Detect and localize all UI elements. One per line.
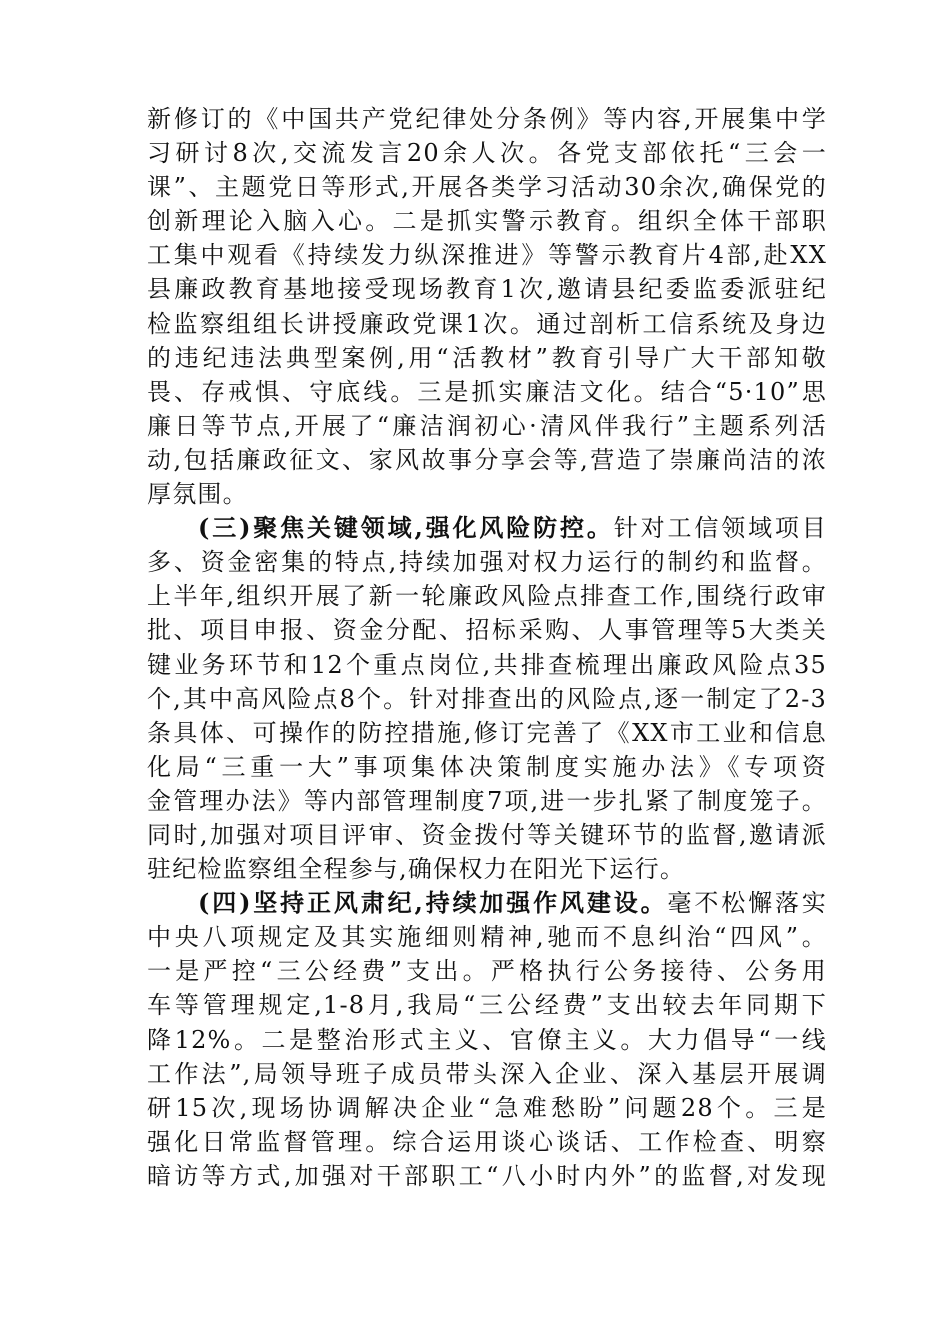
line-text: 金管理办法》等内部管理制度7项,进一步扎紧了制度笼子。	[147, 786, 827, 815]
line-text: 毫不松懈落实	[667, 889, 828, 918]
text-line	[147, 443, 827, 477]
line-text: 上半年,组织开展了新一轮廉政风险点排查工作,围绕行政审	[147, 582, 827, 611]
section-heading: (三)聚焦关键领域,强化风险防控。	[198, 513, 614, 543]
line-text: 课”、主题党日等形式,开展各类学习活动30余次,确保党的	[147, 173, 827, 202]
line-text: 中央八项规定及其实施细则精神,驰而不息纠治“四风”。	[147, 923, 827, 952]
line-text: 批、项目申报、资金分配、招标采购、人事管理等5大类关	[147, 616, 827, 645]
text-line	[147, 102, 827, 136]
text-line	[147, 170, 827, 204]
line-text: 工作法”,局领导班子成员带头深入企业、深入基层开展调	[147, 1059, 827, 1088]
text-line	[147, 477, 827, 511]
text-line	[147, 375, 827, 409]
section-heading-line	[147, 511, 827, 545]
text-line	[147, 613, 827, 647]
text-line	[147, 852, 827, 886]
text-line	[147, 307, 827, 341]
text-line	[147, 648, 827, 682]
line-text: 一是严控“三公经费”支出。严格执行公务接待、公务用	[147, 957, 827, 986]
text-line	[147, 682, 827, 716]
line-text: 个,其中高风险点8个。针对排查出的风险点,逐一制定了2-3	[147, 684, 827, 713]
line-text: 强化日常监督管理。综合运用谈心谈话、工作检查、明察	[147, 1127, 827, 1156]
line-text: 针对工信领域项目	[613, 514, 827, 543]
line-text: 研15次,现场协调解决企业“急难愁盼”问题28个。三是	[147, 1093, 827, 1122]
line-text: 畏、存戒惧、守底线。三是抓实廉洁文化。结合“5·10”思	[147, 377, 827, 406]
line-text: 驻纪检监察组全程参与,确保权力在阳光下运行。	[147, 855, 686, 884]
line-text: 检监察组组长讲授廉政党课1次。通过剖析工信系统及身边	[147, 309, 827, 338]
text-line	[147, 954, 827, 988]
line-text: 工集中观看《持续发力纵深推进》等警示教育片4部,赴XX	[147, 241, 827, 270]
text-line	[147, 988, 827, 1022]
text-line	[147, 238, 827, 272]
line-text: 创新理论入脑入心。二是抓实警示教育。组织全体干部职	[147, 207, 827, 236]
text-line	[147, 1057, 827, 1091]
text-line	[147, 204, 827, 238]
line-text: 降12%。二是整治形式主义、官僚主义。大力倡导“一线	[147, 1025, 827, 1054]
line-text: 化局“三重一大”事项集体决策制度实施办法》《专项资	[147, 752, 827, 781]
line-text: 新修订的《中国共产党纪律处分条例》等内容,开展集中学	[147, 105, 827, 133]
text-line	[147, 136, 827, 170]
document-body	[147, 102, 827, 1193]
line-text: 厚氛围。	[147, 480, 248, 509]
section-heading: (四)坚持正风肃纪,持续加强作风建设。	[198, 888, 668, 918]
text-line	[147, 272, 827, 306]
line-text: 动,包括廉政征文、家风故事分享会等,营造了崇廉尚洁的浓	[147, 445, 827, 474]
line-text: 的违纪违法典型案例,用“活教材”教育引导广大干部知敬	[147, 343, 827, 372]
line-text: 键业务环节和12个重点岗位,共排查梳理出廉政风险点35	[147, 650, 827, 679]
text-line	[147, 1125, 827, 1159]
text-line	[147, 784, 827, 818]
text-line	[147, 341, 827, 375]
text-line	[147, 1159, 827, 1193]
line-text: 廉日等节点,开展了“廉洁润初心·清风伴我行”主题系列活	[147, 411, 827, 440]
line-text: 同时,加强对项目评审、资金拨付等关键环节的监督,邀请派	[147, 820, 827, 849]
text-line	[147, 409, 827, 443]
text-line	[147, 545, 827, 579]
line-text: 多、资金密集的特点,持续加强对权力运行的制约和监督。	[147, 548, 827, 577]
line-text: 车等管理规定,1-8月,我局“三公经费”支出较去年同期下	[147, 991, 827, 1020]
line-text: 县廉政教育基地接受现场教育1次,邀请县纪委监委派驻纪	[147, 275, 827, 304]
text-line	[147, 818, 827, 852]
text-line	[147, 750, 827, 784]
line-text: 暗访等方式,加强对干部职工“八小时内外”的监督,对发现	[147, 1161, 827, 1190]
line-text: 条具体、可操作的防控措施,修订完善了《XX市工业和信息	[147, 718, 827, 747]
line-text: 习研讨8次,交流发言20余人次。各党支部依托“三会一	[147, 139, 827, 168]
text-line	[147, 1023, 827, 1057]
text-line	[147, 716, 827, 750]
text-line	[147, 920, 827, 954]
section-heading-line	[147, 886, 827, 920]
text-line	[147, 1091, 827, 1125]
text-line	[147, 579, 827, 613]
